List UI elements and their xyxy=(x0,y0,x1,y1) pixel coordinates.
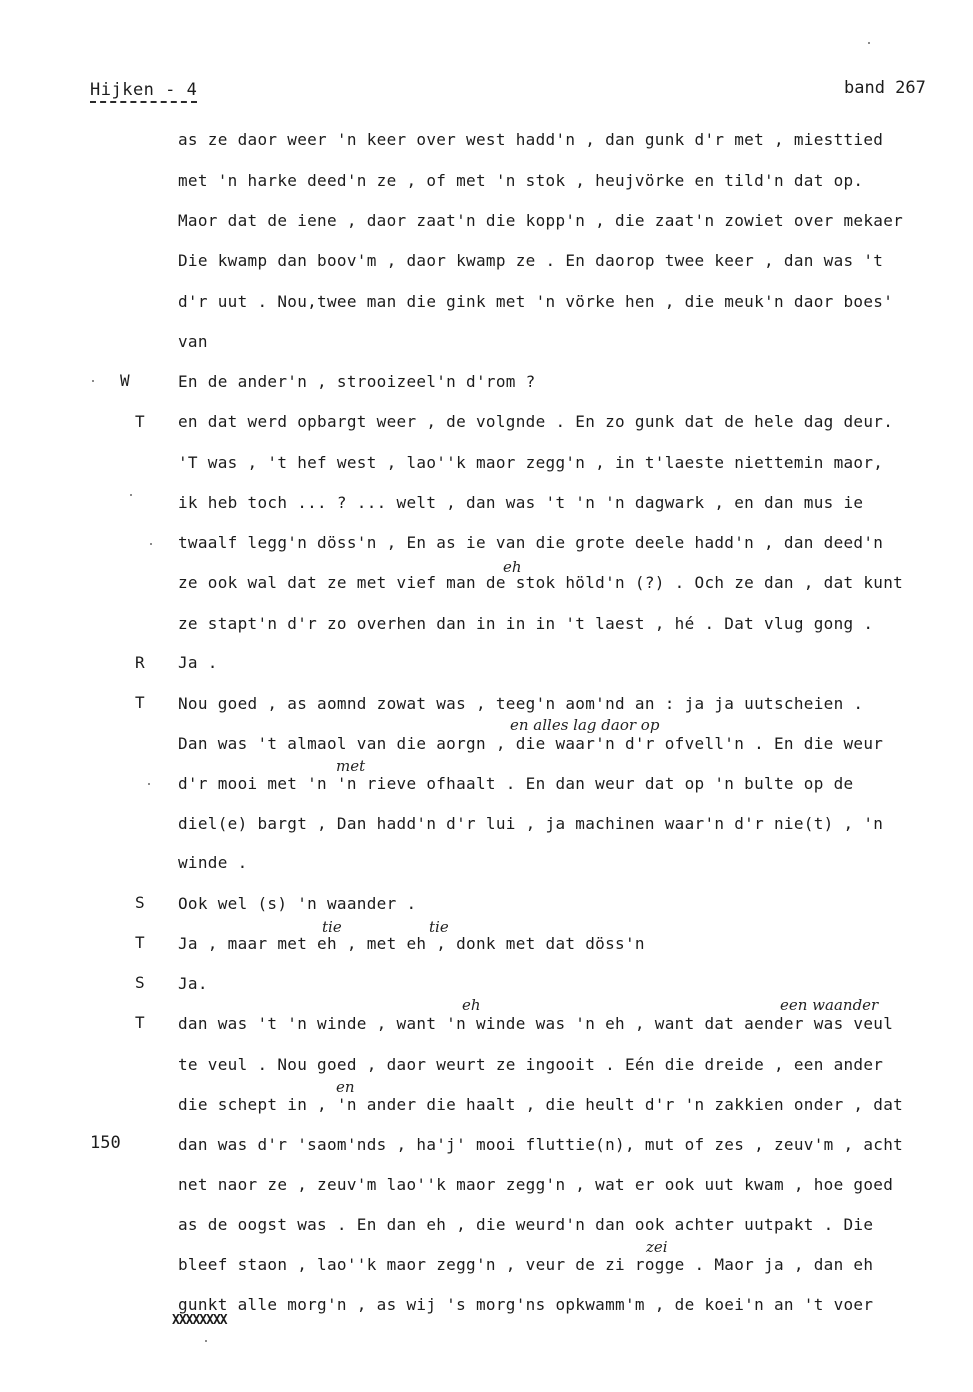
speaker-label: T xyxy=(135,412,145,431)
handwritten-note: zei xyxy=(646,1238,668,1256)
transcript-line: Nou goed , as aomnd zowat was , teeg'n aom'nd an : ja ja uutscheien . xyxy=(178,694,864,713)
handwritten-note: en alles lag daor op xyxy=(510,716,660,734)
speaker-label: W xyxy=(120,371,130,390)
transcript-line: ik heb toch ... ? ... welt , dan was 't 'n 'n dagwark , en dan mus ie xyxy=(178,493,864,512)
speaker-label: T xyxy=(135,693,145,712)
transcript-line: winde . xyxy=(178,853,248,872)
page-header-title: Hijken - 4 xyxy=(90,80,197,103)
speaker-label: S xyxy=(135,973,145,992)
scan-speck xyxy=(205,1340,207,1342)
transcript-line: En de ander'n , strooizeel'n d'rom ? xyxy=(178,372,536,391)
struck-out-text: XXXXXXXX xyxy=(172,1313,227,1328)
scan-speck xyxy=(150,543,152,545)
transcript-line: ze stapt'n d'r zo overhen dan in in in 't laest , hé . Dat vlug gong . xyxy=(178,614,874,633)
transcript-line: die schept in , 'n ander die haalt , die heult d'r 'n zakkien onder , dat xyxy=(178,1095,904,1114)
transcript-line: ze ook wal dat ze met vief man de stok höld'n (?) . Och ze dan , dat kunt xyxy=(178,573,904,592)
scan-speck xyxy=(130,494,132,496)
transcript-line: 'T was , 't hef west , lao''k maor zegg'n , in t'laeste niettemin maor, xyxy=(178,453,884,472)
transcript-line: Ook wel (s) 'n waander . xyxy=(178,894,417,913)
transcript-line: diel(e) bargt , Dan hadd'n d'r lui , ja machinen waar'n d'r nie(t) , 'n xyxy=(178,814,884,833)
transcript-line: bleef staon , lao''k maor zegg'n , veur de zi rogge . Maor ja , dan eh xyxy=(178,1255,874,1274)
transcript-line: Dan was 't almaol van die aorgn , die waar'n d'r ofvell'n . En die weur xyxy=(178,734,884,753)
transcript-line: en dat werd opbargt weer , de volgnde . En zo gunk dat de hele dag deur. xyxy=(178,412,894,431)
handwritten-note: een waander xyxy=(780,996,879,1014)
transcript-line: Ja . xyxy=(178,653,218,672)
transcript-line: met 'n harke deed'n ze , of met 'n stok , heujvörke en tild'n dat op. xyxy=(178,171,864,190)
handwritten-note: tie xyxy=(429,918,449,936)
transcript-line: Maor dat de iene , daor zaat'n die kopp'n , die zaat'n zowiet over mekaer xyxy=(178,211,904,230)
scan-speck xyxy=(148,783,150,785)
scan-speck xyxy=(868,42,870,44)
transcript-line: d'r mooi met 'n 'n rieve ofhaalt . En dan weur dat op 'n bulte op de xyxy=(178,774,854,793)
transcript-line: van xyxy=(178,332,208,351)
transcript-line: net naor ze , zeuv'm lao''k maor zegg'n , wat er ook uut kwam , hoe goed xyxy=(178,1175,894,1194)
handwritten-note: eh xyxy=(503,558,522,576)
handwritten-note: eh xyxy=(462,996,481,1014)
transcript-line: Ja. xyxy=(178,974,208,993)
handwritten-note: en xyxy=(336,1078,355,1096)
speaker-label: T xyxy=(135,1013,145,1032)
transcript-line: Ja , maar met eh , met eh , donk met dat döss'n xyxy=(178,934,645,953)
page-header-tape: band 267 xyxy=(844,78,926,98)
speaker-label: R xyxy=(135,653,145,672)
transcript-line: dan was 't 'n winde , want 'n winde was 'n eh , want dat aender was veul xyxy=(178,1014,894,1033)
handwritten-note: met xyxy=(336,757,366,775)
transcript-line: as ze daor weer 'n keer over west hadd'n , dan gunk d'r met , miesttied xyxy=(178,130,884,149)
scan-speck xyxy=(92,380,94,382)
transcript-line: Die kwamp dan boov'm , daor kwamp ze . En daorop twee keer , dan was 't xyxy=(178,251,884,270)
line-number: 150 xyxy=(90,1133,121,1153)
transcript-line: dan was d'r 'saom'nds , ha'j' mooi fluttie(n), mut of zes , zeuv'm , acht xyxy=(178,1135,904,1154)
transcript-line: gunkt alle morg'n , as wij 's morg'ns opkwamm'm , de koei'n an 't voer xyxy=(178,1295,874,1314)
transcript-line: as de oogst was . En dan eh , die weurd'n dan ook achter uutpakt . Die xyxy=(178,1215,874,1234)
transcript-line: te veul . Nou goed , daor weurt ze ingooit . Eén die dreide , een ander xyxy=(178,1055,884,1074)
speaker-label: S xyxy=(135,893,145,912)
transcript-line: d'r uut . Nou,twee man die gink met 'n vörke hen , die meuk'n daor boes' xyxy=(178,292,894,311)
speaker-label: T xyxy=(135,933,145,952)
handwritten-note: tie xyxy=(322,918,342,936)
transcript-line: twaalf legg'n döss'n , En as ie van die grote deele hadd'n , dan deed'n xyxy=(178,533,884,552)
